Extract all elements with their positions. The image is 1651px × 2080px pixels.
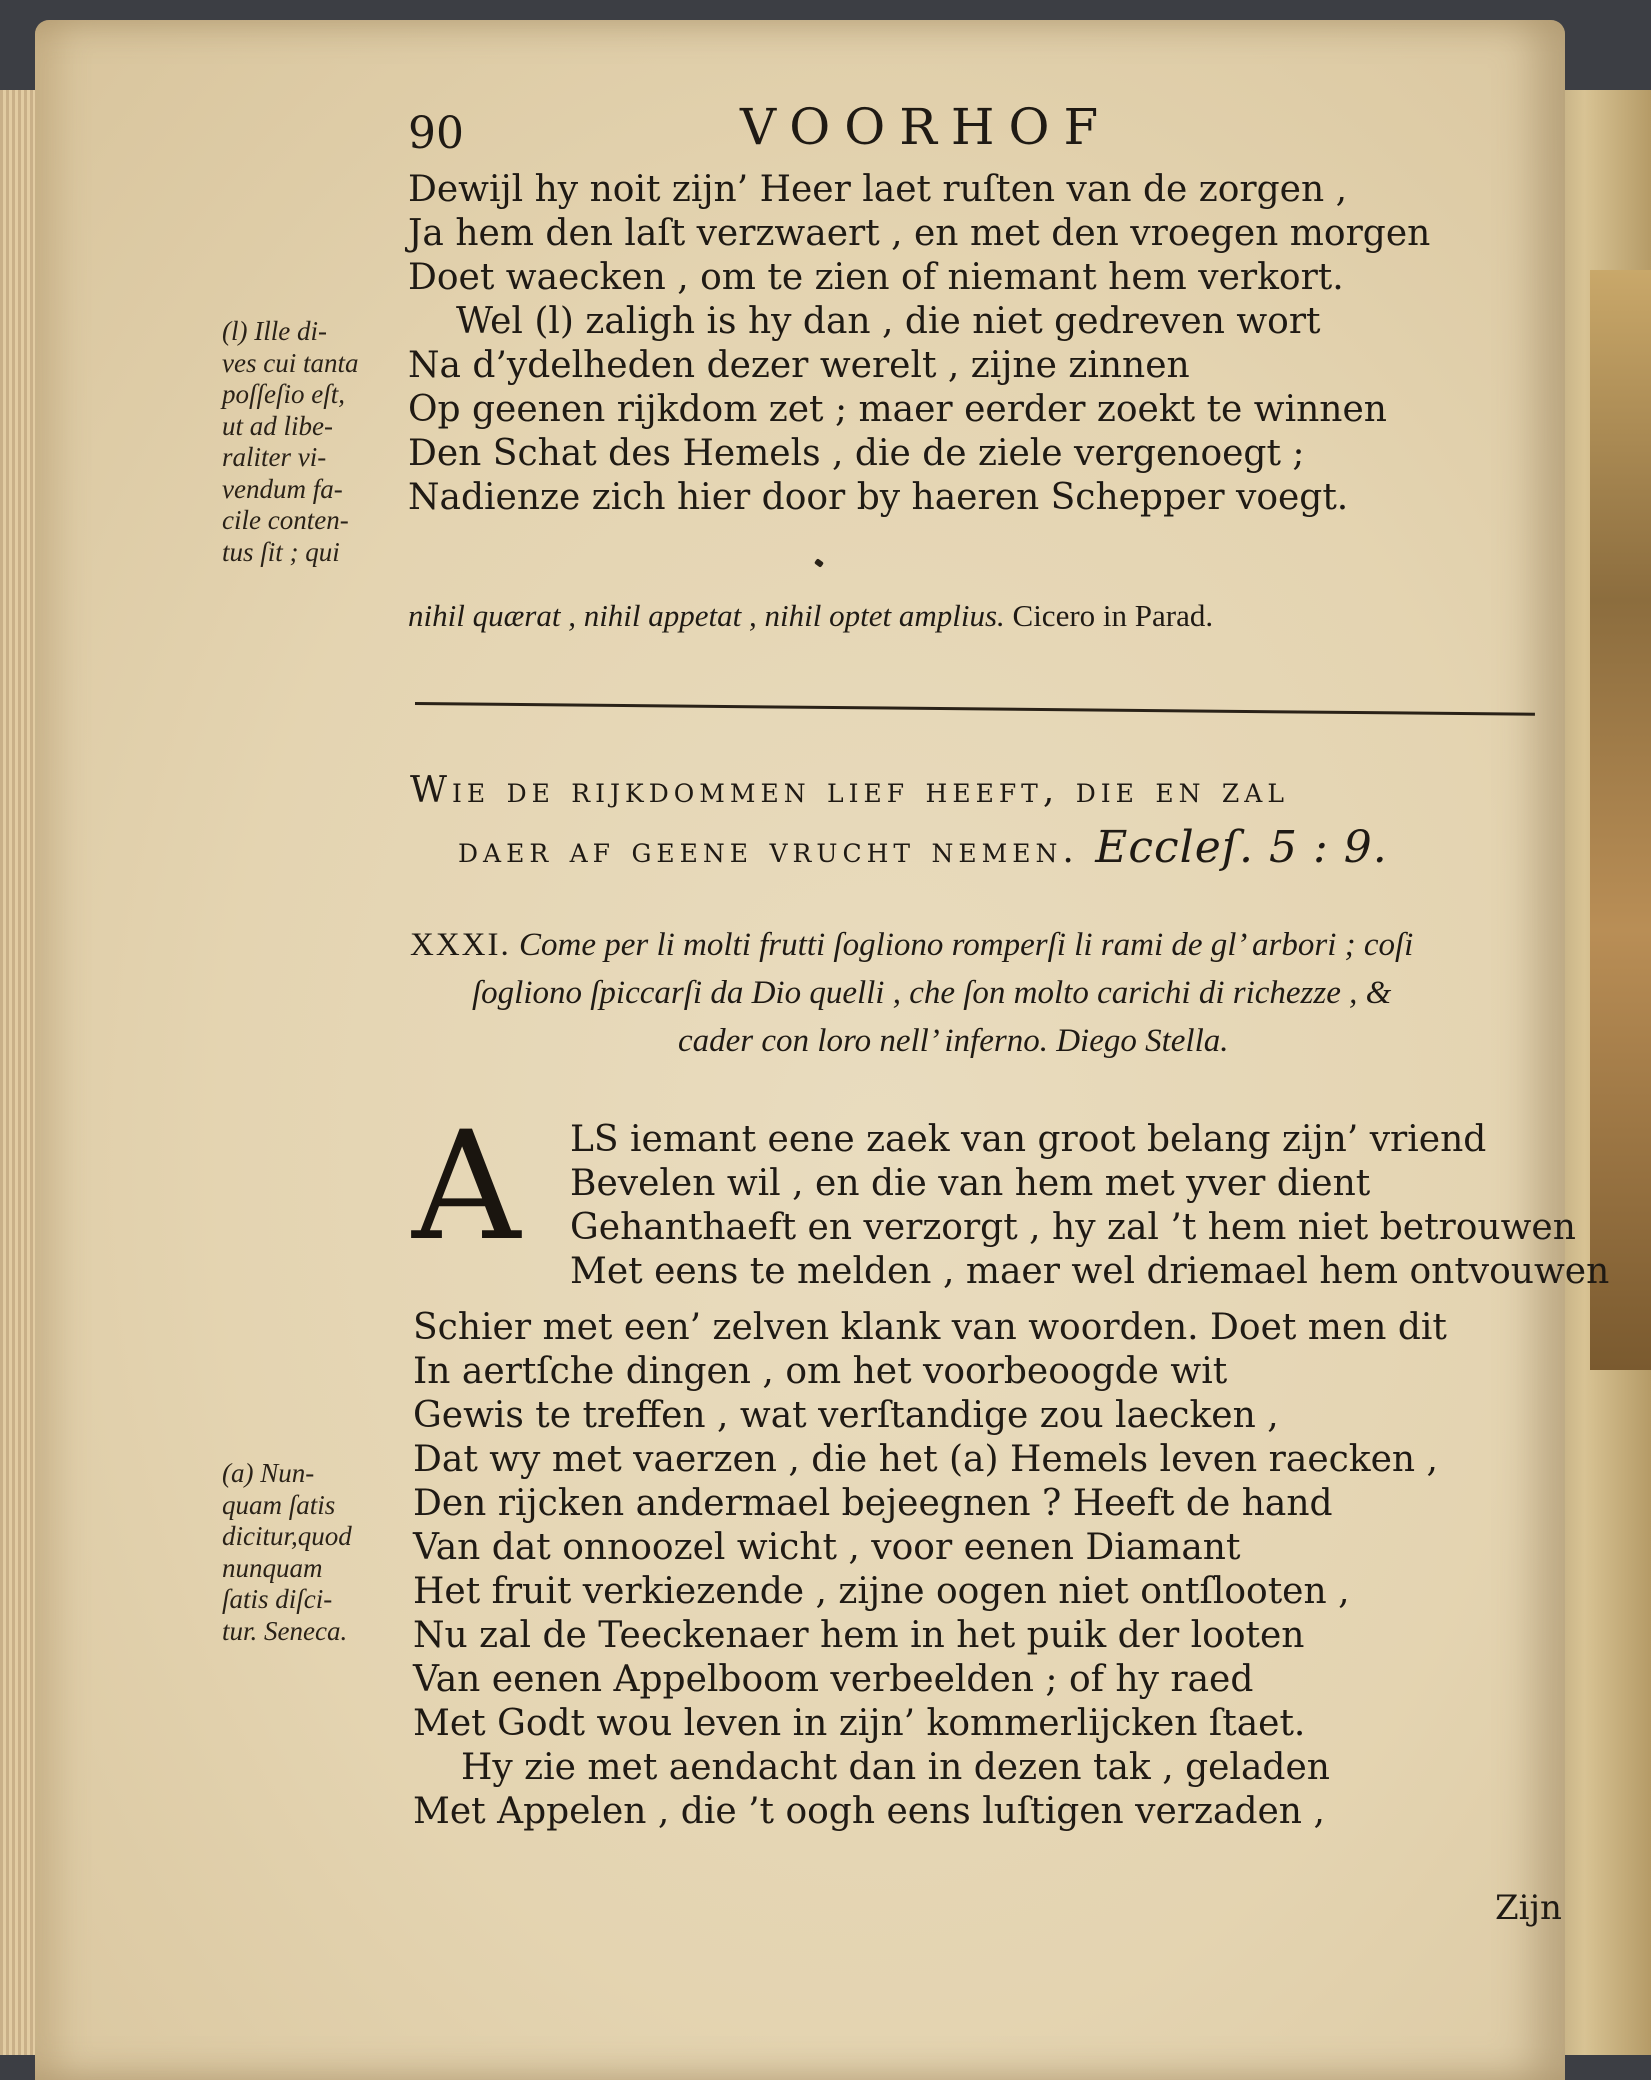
poem-line: Dat wy met vaerzen , die het (a) Hemels leven raecken , (413, 1439, 1438, 1480)
poem-line: Bevelen wil , en die van hem met yver dient (570, 1163, 1371, 1204)
verse-line: Doet waecken , om te zien of niemant hem verkort. (408, 257, 1344, 298)
verse-line: Op geenen rijkdom zet ; maer eerder zoekt te winnen (408, 389, 1387, 430)
poem-line: Gewis te treffen , wat verſtandige zou laecken , (413, 1395, 1279, 1436)
margin-note-line: raliter vi- (222, 442, 327, 472)
verse-line: Dewijl hy noit zijn’ Heer laet ruſten van de zorgen , (408, 169, 1348, 210)
poem-line: Gehanthaeft en verzorgt , hy zal ’t hem niet betrouwen (570, 1207, 1576, 1248)
margin-note-line: ut ad libe- (222, 410, 333, 441)
verse-line: Nadienze zich hier door by haeren Schepper voegt. (408, 477, 1349, 518)
poem-line: Met eens te melden , maer wel driemael hem ontvouwen (570, 1251, 1610, 1292)
margin-note-line: (l) Ille di- (222, 316, 327, 346)
margin-note-line: ſatis diſci- (222, 1584, 333, 1614)
poem-line: Van eenen Appelboom verbeelden ; of hy raed (413, 1659, 1254, 1700)
margin-note-l (222, 316, 358, 568)
catchword: Zijn (1495, 1888, 1562, 1928)
poem-line: In aertſche dingen , om het voorbeoogde wit (413, 1351, 1228, 1392)
section-heading-line2 (458, 822, 1388, 873)
poem-line: Van dat onnoozel wicht , voor eenen Diamant (413, 1527, 1241, 1568)
margin-note-line: (a) Nun- (222, 1458, 315, 1488)
margin-note-line: quam ſatis (222, 1489, 336, 1520)
margin-note-line: poſſeſio eſt, (222, 379, 345, 409)
poem-line: Het fruit verkiezende , zijne oogen niet ontſlooten , (413, 1571, 1350, 1612)
margin-note-line: cile conten- (222, 505, 349, 535)
drop-cap: A (412, 1100, 521, 1274)
italian-quote-line3: cader con loro nell’ inferno. Diego Stella. (678, 1023, 1229, 1059)
page-number: 90 (408, 108, 464, 159)
poem-body (413, 1306, 1447, 1834)
poem-line: Met Appelen , die ’t oogh eens luſtigen verzaden , (413, 1791, 1325, 1832)
poem-line: Nu zal de Teeckenaer hem in het puik der looten (413, 1615, 1305, 1656)
poem-opening (570, 1118, 1609, 1294)
verse-top (408, 168, 1430, 520)
poem-line: Met Godt wou leven in zijn’ kommerlijcken ſtaet. (413, 1703, 1306, 1744)
section-heading-line1: Wie de rijkdommen lief heeft, die en zal (410, 770, 1289, 811)
margin-note-line: tus ſit ; qui (222, 536, 340, 567)
margin-note-a (222, 1458, 352, 1647)
quote-source: Cicero in Parad. (1012, 598, 1214, 633)
verse-line: Na d’ydelheden dezer werelt , zijne zinnen (408, 345, 1190, 386)
margin-note-line: tur. Seneca. (222, 1615, 348, 1646)
verse-line: Den Schat des Hemels , die de ziele vergenoegt ; (408, 433, 1305, 474)
italian-quote-line2: ſogliono ſpiccarſi da Dio quelli , che ſon molto carichi di richezze , & (472, 975, 1392, 1011)
section-heading-text: daer af geene vrucht nemen. (458, 830, 1079, 871)
italian-quote-line1 (410, 922, 1413, 968)
poem-line: Den rijcken andermael bejeegnen ? Heeft de hand (413, 1483, 1333, 1524)
running-title: VOORHOF (740, 98, 1113, 156)
poem-line: LS iemant eene zaek van groot belang zijn’ vriend (570, 1119, 1487, 1160)
margin-note-line: nunquam (222, 1552, 323, 1583)
scripture-reference: Eccleſ. 5 : 9. (1095, 822, 1388, 873)
margin-note-line: dicitur,quod (222, 1521, 352, 1551)
margin-note-line: ves cui tanta (222, 347, 359, 378)
emblem-number: XXXI. (410, 927, 511, 963)
margin-note-line: vendum fa- (222, 473, 343, 504)
verse-line: Ja hem den laſt verzwaert , en met den vroegen morgen (408, 213, 1431, 254)
poem-line: Hy zie met aendacht dan in dezen tak , geladen (461, 1747, 1330, 1788)
verse-line: Wel (l) zaligh is hy dan , die niet gedreven wort (456, 301, 1321, 342)
poem-line: Schier met een’ zelven klank van woorden. Doet men dit (413, 1307, 1447, 1348)
margin-note-continuation (408, 598, 1213, 634)
quote-text: Come per li molti frutti ſogliono romperſi li rami de gl’ arbori ; coſi (518, 927, 1414, 963)
latin-quote: nihil quærat , nihil appetat , nihil optet amplius. (408, 598, 1005, 633)
